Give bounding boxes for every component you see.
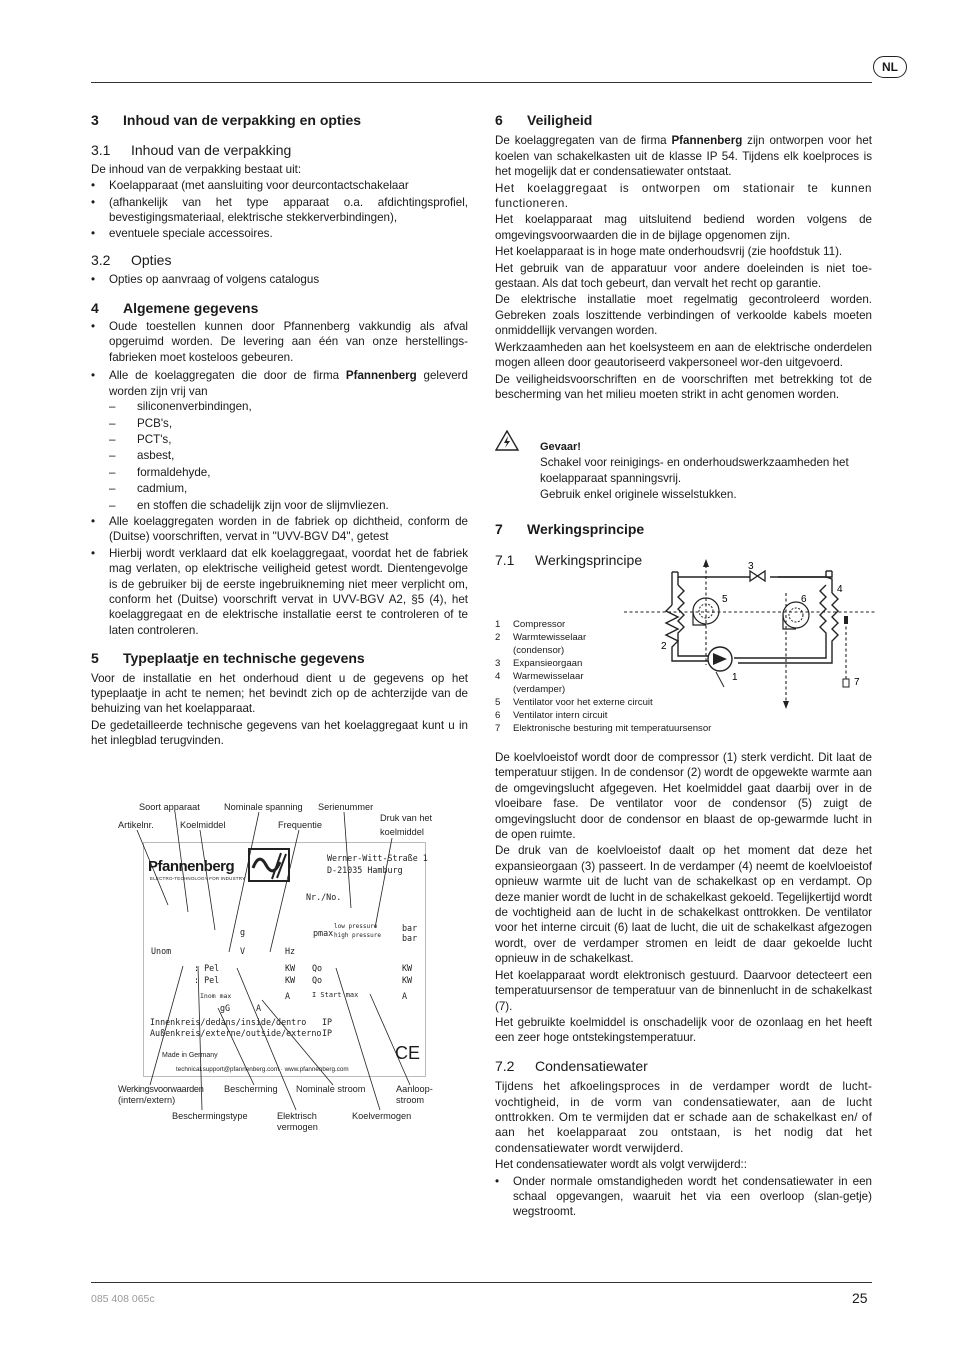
plate-brand: Pfannenberg [148,858,235,875]
document-number: 085 408 065c [91,1293,155,1305]
section-7-1-heading: 7.1 Werkingsprincipe [495,552,643,568]
list-item: – cadmium, [109,481,468,496]
list-item: – asbest, [109,448,468,463]
legend-number: 6 [495,710,501,721]
plate-bar: bar [402,923,418,933]
plate-ip: IP [322,1028,333,1038]
legend-text: (verdamper) [513,684,566,695]
plate-gg: gG [220,1003,231,1013]
plate-nr: Nr./No. [306,892,342,902]
paragraph: De druk van de koelvloeistof daalt op het moment dat deze het expansieorgaan (3) passeert. In de verdamper (4) neemt de koelvloeistof opnieuw warmte uit de lucht van de schakelkast op en verdampt. Op deze manier wordt de lucht in de schakelkast gekoeld. Tegelijkertijd wordt de vochtigheid aan de lucht in de schakelkast onttrokken. De ventilator voor het interne circuit (6) laat de lucht, die uit de schakelkast afgezogen wordt, over de verdamper stromen en leidt de daar gekoelde lucht opnieuw in de schakelkast. [495,844,872,966]
warning-title: Gevaar! [540,441,581,453]
page-number: 25 [852,1290,868,1306]
paragraph: De inhoud van de verpakking bestaat uit: [91,162,302,176]
bullet-list [91,319,468,638]
plate-a: A [402,991,408,1001]
plate-email: technical.support@pfannenberg.com · www.pfannenberg.com [176,1066,349,1073]
paragraph: Het gebruikte koelmiddel is onschadelijk voor de ozonlaag en het heeft een zeer hoge ontstekingstemperatuur. [495,1015,872,1045]
label-frequentie: Frequentie [278,820,322,830]
dash-list [109,399,468,513]
paragraph: Gebruik enkel originele wisselstukken. [540,488,737,502]
section-3-1-heading: 3.1 Inhoud van de verpakking [91,142,292,159]
legend-number: 5 [495,697,501,708]
plate-inom-max: Inom max [200,992,232,1000]
list-item: – PCT's, [109,432,468,447]
diagram-label-2: 2 [661,641,667,652]
label-artikelnr: Artikelnr. [118,820,154,830]
list-item: • (afhankelijk van het type apparaat o.a. afdichtingsprofiel, bevestigingsmateriaal, elektrische stekkerverbindingen), [91,195,468,226]
legend-number: 1 [495,619,501,630]
plate-a: A [256,1003,262,1013]
list-item: • Hierbij wordt verklaard dat elk koelaggregaat, voordat het de fabriek mag verlaten, op elektrische veiligheid getest wordt. Dientengevolge is de gebruiker bij de eerste ingebruikneming niet meer verplicht om, conform het (Duitse) voorschrift vervat in UVV-BGV A2, §5 (4), het koelaggregaat en de elektrische installatie eerst te controleren of te laten controleren. [91,546,468,638]
plate-pmax: pmax [313,928,334,938]
legend-number: 2 [495,632,501,643]
plate-ip: IP [322,1017,333,1027]
plate-kw: KW [402,975,413,985]
plate-kw: KW [285,963,296,973]
plate-aussenkreis: Außenkreis/externe/outside/externo [150,1028,322,1038]
label-werking-2: (intern/extern) [118,1095,176,1105]
cooling-circuit-diagram [620,555,880,715]
warning-icon [495,430,519,451]
diagram-label-7: 7 [854,677,860,688]
plate-address-1: Werner-Witt-Straße 1 [327,853,428,863]
plate-g: g [240,927,246,937]
list-item: • Alle de koelaggregaten die door de firma Pfannenberg geleverd worden zijn vrij van – siliconenverbindingen, – PCB's, – PCT's, – asbest, – formaldehyde, – cadmium, – en stoffen die schadelijk zijn voor de slijmvliezen. [91,368,468,513]
bullet-list [91,272,468,287]
paragraph: De gedetailleerde technische gegevens van het koelaggregaat kunt u in het inlegblad terugvinden. [91,718,468,748]
plate-v: V [240,946,246,956]
plate-istart: I Start max [312,991,359,999]
plate-innenkreis: Innenkreis/dedans/inside/dentro [150,1017,307,1027]
plate-qo: Qo [312,963,323,973]
paragraph: De elektrische installatie moet regelmatig gecontroleerd worden. Gebreken zoals loszittende verbindingen of verkoolde kabels moeten onmiddellijk vervangen worden. [495,293,872,338]
list-item: • Koelapparaat (met aansluiting voor deurcontactschakelaar [91,178,468,193]
list-item: – siliconenverbindingen, [109,399,468,414]
diagram-label-1: 1 [732,672,738,683]
language-badge: NL [873,56,907,78]
legend-text: Expansieorgaan [513,658,583,669]
plate-qo: Qo [312,975,323,985]
paragraph: De veiligheidsvoorschriften en de voorschriften met betrekking tot de bescherming van het milieu moeten strikt in acht genomen worden. [495,372,872,401]
list-item: – en stoffen die schadelijk zijn voor de slijmvliezen. [109,498,468,513]
label-nominale-spanning: Nominale spanning [224,802,303,812]
list-item: • Alle koelaggregaten worden in de fabriek op dichtheid, conform de (Duitse) voorschriften, vervat in "UVV-BGV D4", getest [91,514,468,545]
label-aanloop-1: Aanloop- [396,1084,433,1094]
legend-number: 7 [495,723,501,734]
legend-text: Compressor [513,619,566,630]
paragraph: Het koelapparaat wordt elektronisch gestuurd. Daarvoor detecteert een temperatuursensor de temperatuur van de binnenlucht in de schakelkast (7). [495,968,872,1013]
section-6-heading: 6 Veiligheid [495,112,593,128]
plate-tagline: ELECTRO-TECHNOLOGY FOR INDUSTRY [150,876,246,881]
legend-number: 3 [495,658,501,669]
section-3-heading: 3 Inhoud van de verpakking en opties [91,112,362,128]
label-werking-1: Werkingsvoorwaarden [118,1084,204,1094]
legend-text: Ventilator intern circuit [513,710,608,721]
section-7-2-heading: 7.2 Condensatiewater [495,1057,648,1074]
paragraph: Het condensatiewater wordt als volgt verwijderd:: [495,1158,747,1172]
paragraph: Het koelapparaat is in hoge mate onderhoudsvrij (zie hoofdstuk 11). [495,245,843,259]
diagram-label-4: 4 [837,584,843,595]
list-item: – formaldehyde, [109,465,468,480]
legend-text: Ventilator voor het externe circuit [513,697,653,708]
paragraph: Het gebruik van de apparatuur voor andere doeleinden is niet toe-gestaan. Als dat toch gebeurt, dan vervalt het recht op garantie. [495,261,872,291]
top-rule [91,82,872,83]
legend-number: 4 [495,671,501,682]
bottom-rule [91,1282,872,1283]
plate-made-in: Made in Germany [162,1052,218,1059]
warning-box [540,440,872,504]
label-nominale-stroom: Nominale stroom [296,1084,366,1094]
label-druk-1: Druk van het [380,813,433,823]
plate-unom: Unom [151,946,172,956]
plate-high-pressure: high pressure [334,932,381,939]
legend-text: (condensor) [513,645,565,656]
plate-kw: KW [402,963,413,973]
list-item: • eventuele speciale accessoires. [91,226,468,241]
paragraph: De koelaggregaten van de firma Pfannenberg zijn ontworpen voor het koelen van schakelkasten uit de klasse IP 54. Tijdens elk koelproces is het mogelijk dat er condensatiewater ontstaat. [495,134,872,179]
label-beschermingstype: Beschermingstype [172,1111,248,1121]
plate-pel: : Pel [194,975,220,985]
legend-number [495,644,513,657]
ce-mark: CE [395,1043,421,1063]
section-5-heading: 5 Typeplaatje en technische gegevens [91,650,365,667]
label-elektrisch-2: vermogen [277,1122,318,1132]
list-item: • Oude toestellen kunnen door Pfannenberg vakkundig als afval opgeruimd worden. De levering aan één van onze herstellings-fabrieken moet kosteloos gebeuren. [91,319,468,365]
label-elektrisch-1: Elektrisch [277,1111,317,1121]
paragraph: Werkzaamheden aan het koelsysteem en aan de elektrische onderdelen mogen alleen door geautoriseerd vakpersoneel wor-den uitgevoerd. [495,340,872,370]
legend-text: Warmewisselaar [513,671,584,682]
paragraph: Tijdens het afkoelingsproces in de verdamper wordt de lucht-vochtigheid, in de vorm van condensatiewater, aan de lucht onttrokken. Om te vermijden dat er schade aan de schakelkast en/ of aan het koelapparaat zou ontstaan, is het nodig dat het condensatiewater wordt verwijderd. [495,1080,872,1155]
paragraph: De koelvloeistof wordt door de compressor (1) sterk verdicht. Dit laat de temperatuur stijgen. In de condensor (2) wordt de opgewekte warmte aan de omgevingslucht afgegeven. Het koelmiddel gaat daarbij over in de vloeibare fase. De ventilator voor de condensor (5) zuigt de omgevingslucht door de condensor en blaast de op-gewarmde lucht in de open ruimte. [495,751,873,842]
diagram-label-6: 6 [801,594,807,605]
left-column [91,113,468,750]
label-koelvermogen: Koelvermogen [352,1111,412,1121]
plate-a: A [285,991,291,1001]
type-plate [143,842,426,1077]
paragraph: Het koelapparaat mag uitsluitend bediend worden volgens de omgevingsvoorwaarden die in de bijlage opgenomen zijn. [495,213,872,242]
bullet-list [495,1174,872,1220]
label-koelmiddel: Koelmiddel [180,820,226,830]
paragraph: Schakel voor reinigings- en onderhoudswerkzaamheden het koelapparaat spanningsvrij. [540,456,849,485]
legend-row [495,722,711,735]
section-3-2-heading: 3.2 Opties [91,251,172,268]
label-soort-apparaat: Soort apparaat [139,802,200,812]
list-item: • Opties op aanvraag of volgens catalogus [91,272,468,287]
plate-bar: bar [402,933,418,943]
list-item: – PCB's, [109,416,468,431]
right-column-top [495,113,872,403]
label-serienummer: Serienummer [318,802,374,812]
list-item: • Onder normale omstandigheden wordt het condensatiewater in een schaal opgevangen, waaruit het via een overloop (slan-getje) wegstroomt. [495,1174,872,1220]
right-column-bottom [495,750,872,1221]
plate-hz: Hz [285,946,296,956]
label-aanloop-2: stroom [396,1095,425,1105]
legend-text: Elektronische besturing mit temperatuursensor [513,723,712,734]
label-bescherming: Bescherming [224,1084,278,1094]
diagram-label-5: 5 [722,594,728,605]
section-4-heading: 4 Algemene gegevens [91,299,259,316]
legend-text: Warmtewisselaar [513,632,587,643]
plate-low-pressure: low pressure [334,923,378,930]
diagram-label-3: 3 [748,561,754,572]
legend-number [495,683,513,696]
bullet-list [91,178,468,242]
brand-logo-icon [248,848,290,882]
section-7-heading: 7 Werkingsprincipe [495,521,645,537]
plate-address-2: D-21035 Hamburg [327,865,403,875]
plate-kw: KW [285,975,296,985]
paragraph: Voor de installatie en het onderhoud dient u de gegevens op het typeplaatje in acht te nemen; het bevindt zich op de achterzijde van de behuizing van het koelapparaat. [91,671,468,716]
paragraph: Het koelaggregaat is ontworpen om stationair te kunnen functioneren. [495,181,872,211]
label-druk-2: koelmiddel [380,827,424,837]
plate-pel: : Pel [194,963,220,973]
